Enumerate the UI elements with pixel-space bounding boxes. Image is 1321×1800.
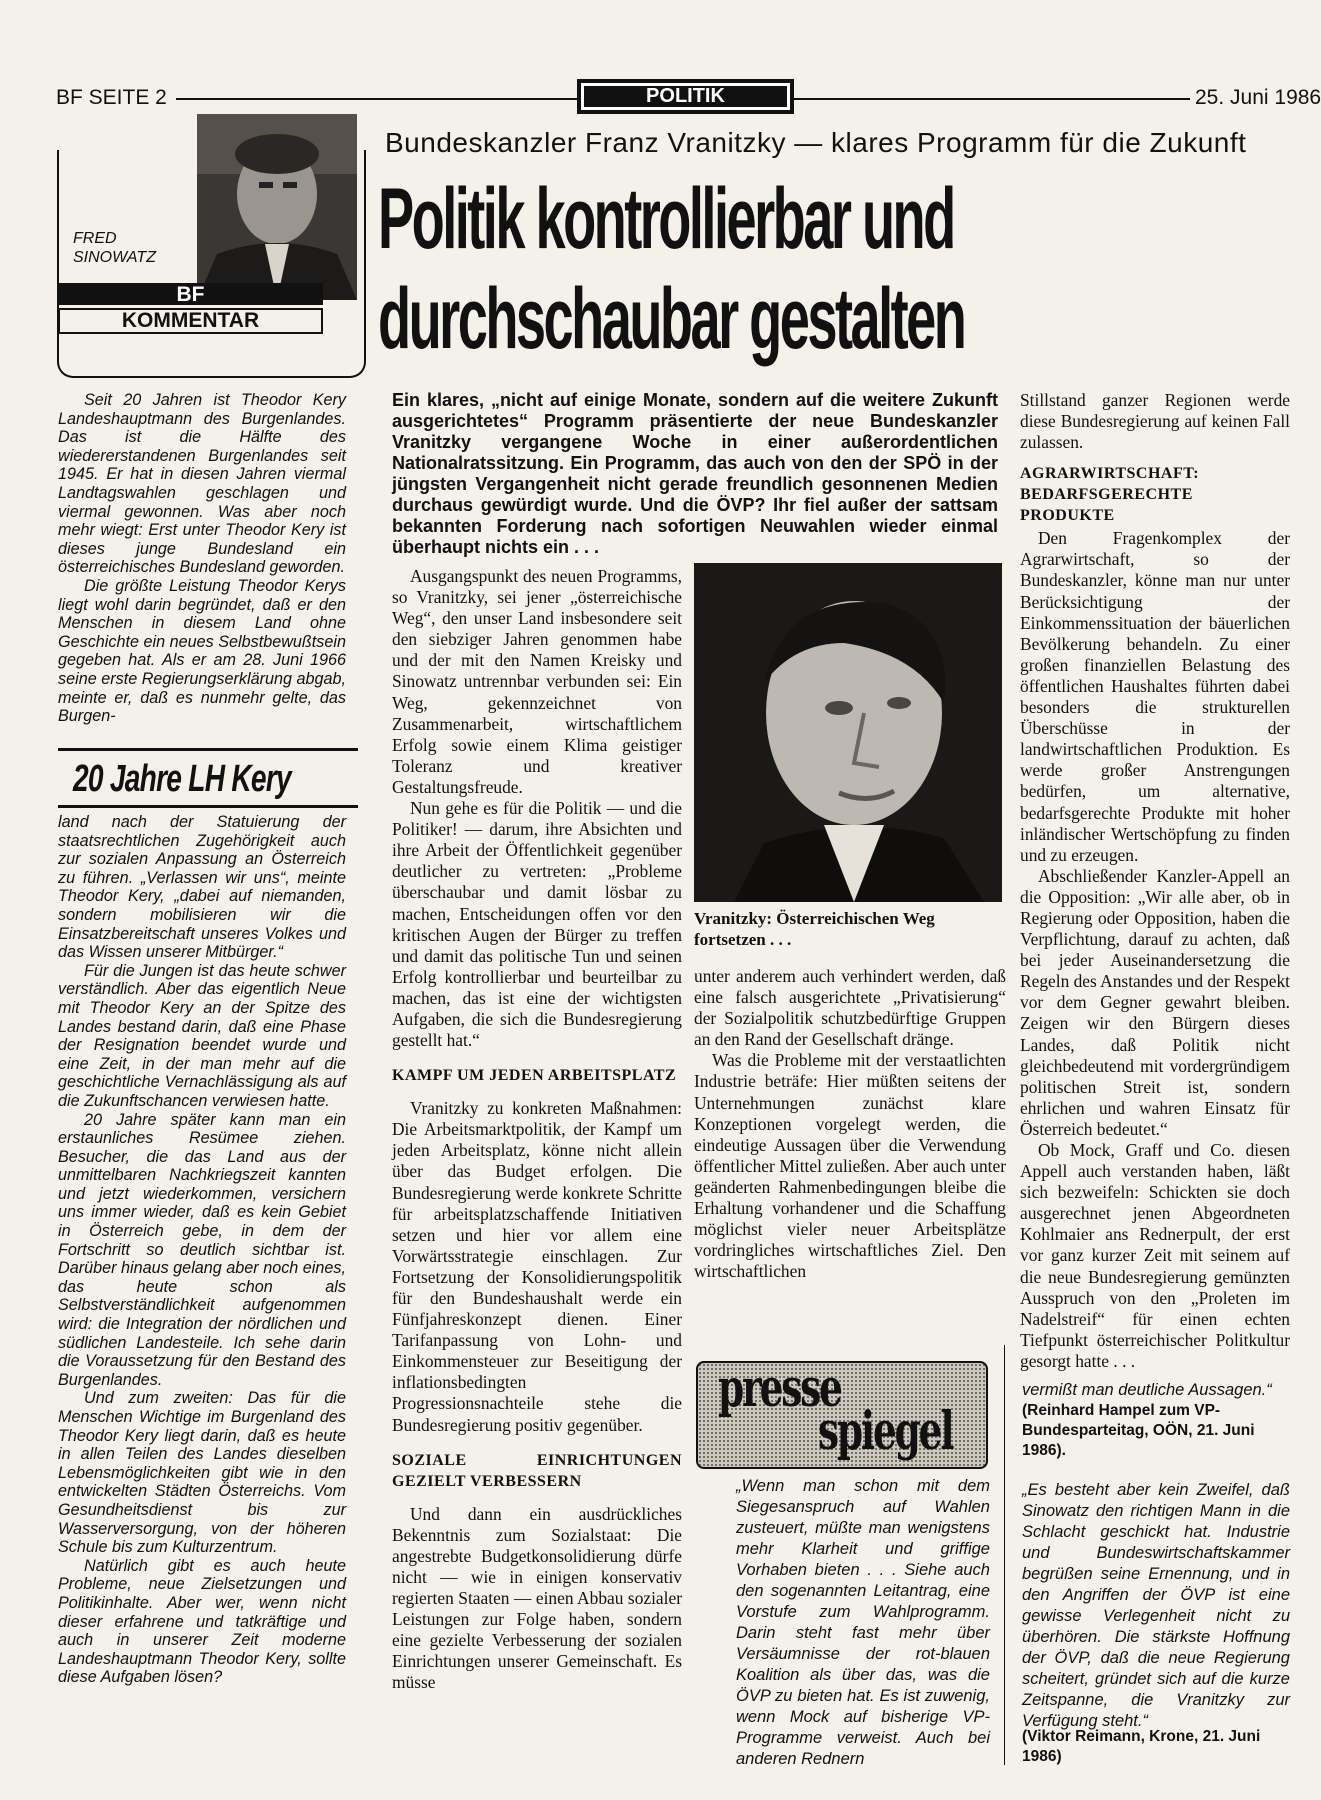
- headline-line-1: Politik kontrollierbar und: [378, 171, 954, 267]
- kicker: Bundeskanzler Franz Vranitzky — klares Programm für die Zukunft: [385, 127, 1247, 158]
- issue-date: 25. Juni 1986: [1195, 86, 1321, 109]
- article-subhead: KAMPF UM JEDEN ARBEITSPLATZ: [392, 1067, 677, 1085]
- article-para: Was die Probleme mit der verstaatlichten Industrie beträfe: Hier müßten seitens der Unternehmungen zunächst klare Konzeptionen vorgelegt werden, die eindeutige Aussagen über die Verwendung öffentlicher Mittel zuließen. Aber auch unter geänderten Rahmenbedingungen bleibe die Erhaltung vorhandener und die Schaffung möglichst vieler neuer Arbeitsplätze vordringliches wirtschaftliches Ziel. Den wirtschaftlichen: [694, 1050, 1006, 1282]
- quote-text: „Es besteht aber kein Zweifel, daß Sinowatz den richtigen Mann in die Schlacht geschickt hat. Industrie und Bundeswirtschaftskammer begrüßen seine Ernennung, und in den Angriffen der ÖVP ist eine gewisse Verlegenheit nicht zu überhören. Die stärkste Hoffnung der ÖVP, daß die neue Regierung scheitert, gründet sich auf die kurze Zeitspanne, die Vranitzky zur Verfügung steht.“: [1022, 1481, 1290, 1730]
- quote-source-2: (Viktor Reimann, Krone, 21. Juni 1986): [1022, 1728, 1261, 1765]
- section-label-box: [577, 79, 794, 114]
- article-column-3: [1020, 390, 1290, 1372]
- pressespiegel-word-1: presse: [718, 1358, 841, 1419]
- article-para: Vranitzky zu konkreten Maßnahmen: Die Arbeitsmarktpolitik, der Kampf um jeden Arbeitsplatz, könne nicht allein über das Budget erfolgen. Die Bundesregierung werde konkrete Schritte für arbeitsplatzschaffende Initiativen setzen und hier vor allem eine Vorwärtsstrategie einschlagen. Zur Fortsetzung der Konsolidierungspolitik für den Bundeshaushalt werde ein Fünfjahreskonzept dienen. Einer Tarifanpassung von Lohn- und Einkommensteuer zur Beseitigung der inflationsbedingten Progressionsnachteile stehe die Bundesregierung positiv gegenüber.: [392, 1098, 682, 1435]
- pressespiegel-word-2: spiegel: [818, 1401, 953, 1462]
- article-para: Stillstand ganzer Regionen werde diese Bundesregierung auf keinen Fall zulassen.: [1020, 390, 1290, 453]
- pressespiegel-quote-1: [736, 1476, 990, 1770]
- kery-rule-top: [58, 748, 358, 751]
- quote-source-1: (Reinhard Hampel zum VP-Bundesparteitag, OÖN, 21. Juni 1986).: [1022, 1402, 1255, 1459]
- kery-rule-bottom: [58, 805, 358, 808]
- article-subhead: AGRARWIRTSCHAFT: BEDARFSGERECHTE PRODUKTE: [1020, 465, 1200, 525]
- article-para: Nun gehe es für die Politik — und die Politiker! — darum, ihre Absichten und ihre Arbeit der Öffentlichkeit gegenüber deutlicher zu vertreten: „Probleme überschaubar und damit lösbar zu machen, Entscheidungen offen vor den kritischen Augen der Bürger zu treffen und damit das politische Tun und seinen Erfolg kontrollierbar und beurteilbar zu machen, das ist eine der wichtigsten Aufgaben, die sich die Bundesregierung gestellt hat.“: [392, 798, 682, 1051]
- article-para: Und dann ein ausdrückliches Bekenntnis zum Sozialstaat: Die angestrebte Budgetkonsolidierung dürfe nicht — wie in einigen konservativ regierten Staaten — einen Abbau sozialer Leistungen zur Folge haben, sondern eine gezielte Verbesserung der sozialen Einrichtungen unserer Gemeinschaft. Es müsse: [392, 1503, 682, 1693]
- article-para: unter anderem auch verhindert werden, daß eine falsch ausgerichtete „Privatisierung“ der Sozialpolitik schutzbedürftige Gruppen an den Rand der Gesellschaft dränge.: [694, 966, 1006, 1050]
- quote-text: vermißt man deutliche Aussagen.“: [1022, 1381, 1272, 1399]
- kommentar-para: Seit 20 Jahren ist Theodor Kery Landeshauptmann des Burgenlandes. Das ist die Hälfte des wiedererstandenen Burgenlandes seit 1945. Er hat in diesen Jahren viermal Landtagswahlen geschlagen und viermal gewonnen. Was aber noch mehr wiegt: Erst unter Theodor Kery ist dieses junge Bundesland ein österreichisches Bundesland geworden.: [58, 391, 346, 577]
- kommentar-para: Natürlich gibt es auch heute Probleme, neue Zielsetzungen und Politikinhalte. Aber wer, wenn nicht dieser erfahrene und tatkräftige und auch in unserer Zeit moderne Landeshauptmann Theodor Kery, sollte diese Aufgaben lösen?: [58, 1556, 346, 1687]
- header-rule-right: [794, 98, 1190, 100]
- vranitzky-photo: [694, 563, 1002, 902]
- article-subhead: SOZIALE EINRICHTUNGEN GEZIELT VERBESSERN: [392, 1451, 682, 1490]
- pressespiegel-quote-2: [1022, 1480, 1290, 1732]
- kommentar-title: 20 Jahre LH Kery: [73, 758, 291, 800]
- article-column-1: [392, 566, 682, 1694]
- bf-label: BF: [58, 283, 323, 305]
- kommentar-para: land nach der Statuierung der staatsrechtlichen Zugehörigkeit auch zur sozialen Anpassung an Österreich zu führen. „Verlassen wir uns“, meinte Theodor Kery, „dabei auf niemanden, sondern mobilisieren wir die Einsatzbereitschaft unseres Volkes und das Wissen unserer Mitbürger.“: [58, 813, 346, 962]
- author-photo: [197, 114, 357, 300]
- kommentar-para: Und zum zweiten: Das für die Menschen Wichtige im Burgenland des Theodor Kery liegt darin, daß es heute in allen Teilen des Landes dieselben Lebensmöglichkeiten gibt wie in den entwickelten Städten Österreichs. Vom Gesundheitsdienst bis zur Wasserversorgung, von der höheren Schule bis zum Kulturzentrum.: [58, 1389, 346, 1557]
- article-para: Ausgangspunkt des neuen Programms, so Vranitzky, sei jener „österreichische Weg“, den unser Land insbesondere seit den siebziger Jahren genommen habe und der mit den Namen Kreisky und Sinowatz untrennbar verbunden sei: Ein Weg, gekennzeichnet von Zusammenarbeit, wirtschaftlichem Erfolg sowie einem Klima geistiger Toleranz und kreativer Gestaltungsfreude.: [392, 566, 682, 797]
- section-label: POLITIK: [584, 86, 787, 107]
- article-column-2: [694, 966, 1006, 1282]
- photo-caption: Vranitzky: Österreichischen Weg fortsetzen . . .: [694, 909, 935, 949]
- pressespiegel-quote-1-continued: [1022, 1380, 1290, 1401]
- article-para: Ob Mock, Graff und Co. diesen Appell auch verstanden haben, läßt sich bezweifeln: Schickten sie doch ausgerechnet jenen Abgeordneten Kohlmaier ans Rednerpult, der erst vor ganz kurzer Zeit mit seinem auf die neue Bundesregierung gemünzten Ausspruch von den „Proleten im Nadelstreif“ für einen echten Tiefpunkt österreichischer Politkultur gesorgt hatte . . .: [1020, 1140, 1290, 1371]
- quote-text: „Wenn man schon mit dem Siegesanspruch auf Wahlen zusteuert, müßte man wenigstens mehr Klarheit und griffige Vorhaben bieten . . . Siehe auch den sogenannten Leitantrag, eine Vorstufe zum Wahlprogramm. Darin steht fast mehr über Versäumnisse der rot-blauen Koalition als über das, was die ÖVP zu bieten hat. Es ist zuwenig, wenn Mock auf bisherige VP-Programme verweist. Auch bei anderen Rednern: [736, 1477, 990, 1768]
- kommentar-label: KOMMENTAR: [58, 308, 323, 334]
- article-para: Den Fragenkomplex der Agrarwirtschaft, so der Bundeskanzler, könne man nur unter Berücksichtigung der Einkommenssituation der bäuerlichen Bevölkerung behandeln. Zu einer großen finanziellen Belastung des öffentlichen Haushaltes führten dabei besonders die strukturellen Überschüsse in der landwirtschaftlichen Produktion. Es werde großer Anstrengungen bedürfen, um alternative, bedarfsgerechte Produkte mit hoher inländischer Wertschöpfung zu finden und zu erzeugen.: [1020, 528, 1290, 865]
- article-para: Abschließender Kanzler-Appell an die Opposition: „Wir alle aber, ob in Regierung oder Opposition, haben die Verpflichtung, darauf zu achten, daß bei jeder Auseinandersetzung die Regeln des Anstandes und der Respekt vor dem Gegner gewahrt bleiben. Zeigen wir den Bürgern dieses Landes, daß Politik nicht gleichbedeutend mit vordergründigem politischen Streit ist, sondern ehrlichen und wahren Einsatz für Österreich bedeutet.“: [1020, 865, 1290, 1139]
- kommentar-author: FRED SINOWATZ: [73, 230, 156, 266]
- page-label: BF SEITE 2: [56, 86, 167, 109]
- kommentar-para: Für die Jungen ist das heute schwer verständlich. Aber das eigentlich Neue mit Theodor Kery an der Spitze des Landes bestand darin, daß eine Phase der Resignation beendet wurde und eine Zeit, in der man mehr auf die geschichtliche Vernachlässigung als auf die Zukunftschancen verwiesen hatte.: [58, 961, 346, 1110]
- headline-line-2: durchschaubar gestalten: [378, 271, 965, 367]
- column-rule: [1004, 1345, 1005, 1765]
- article-lead: Ein klares, „nicht auf einige Monate, sondern auf die weitere Zukunft ausgerichtetes“ Programm präsentierte der neue Bundeskanzler Vranitzky vergangene Woche in einer außerordentlichen Nationalratssitzung. Ein Programm, das auch von den der SPÖ in der jüngsten Vergangenheit nicht gerade freundlich gesonnenen Medien durchaus gewürdigt wurde. Und die ÖVP? Ihr fiel außer der sattsam bekannten Forderung nach sofortigen Neuwahlen wieder einmal überhaupt nichts ein . . .: [392, 390, 998, 557]
- kommentar-para: Die größte Leistung Theodor Kerys liegt wohl darin begründet, daß er den Menschen in diesem Land ohne Geschichte ein neues Selbstbewußtsein gegeben hat. Als er am 28. Juni 1966 seine erste Regierungserklärung abgab, meinte er, daß es nunmehr gelte, das Burgen-: [58, 576, 346, 726]
- kommentar-text-top: [58, 391, 346, 726]
- kommentar-text-bottom: [58, 813, 346, 1687]
- kommentar-para: 20 Jahre später kann man ein erstaunliches Resümee ziehen. Besucher, die das Land aus der unmittelbaren Nachkriegszeit kannten und jetzt wiederkommen, versichern uns immer wieder, daß es kein Gebiet in Österreich gebe, in dem der Fortschritt so deutlich sichtbar ist. Darüber hinaus gelang aber noch eines, das heute schon als Selbstverständlichkeit aufgenommen wird: die Integration der nördlichen und südlichen Landesteile. Ich sehe darin die Voraussetzung für den Bestand des Burgenlandes.: [58, 1110, 346, 1389]
- header-rule-left: [176, 98, 577, 100]
